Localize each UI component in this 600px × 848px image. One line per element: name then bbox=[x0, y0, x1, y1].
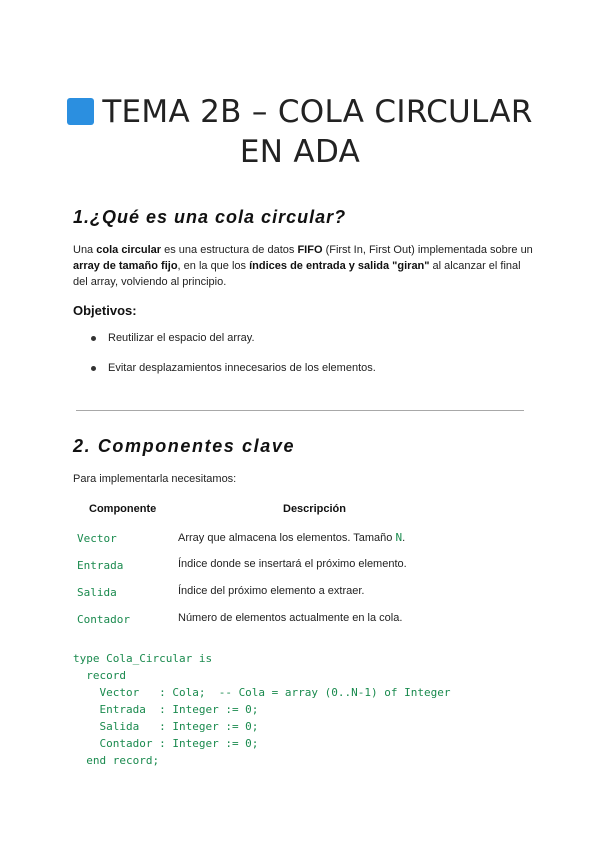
section-1-paragraph: Una cola circular es una estructura de datos FIFO (First In, First Out) implementada sobre un array de tamaño fijo, en la que los índices de entrada y salida "giran" al alcanzar el final del array, volviendo al principio. bbox=[73, 244, 533, 288]
table-row bbox=[73, 558, 473, 578]
objectives-list bbox=[89, 330, 376, 376]
code-line: Entrada : Integer := 0; bbox=[73, 703, 259, 716]
code-line: Vector : Cola; -- Cola = array (0..N-1) of Integer bbox=[73, 686, 451, 699]
code-line: type Cola_Circular is bbox=[73, 652, 213, 665]
code-line: end record; bbox=[73, 754, 160, 767]
ada-code-block bbox=[73, 650, 451, 769]
section-1-heading: 1.¿Qué es una cola circular? bbox=[73, 207, 347, 227]
component-description: Array que almacena los elementos. Tamaño N. bbox=[178, 531, 406, 544]
objective-item: Evitar desplazamientos innecesarios de los elementos. bbox=[89, 360, 376, 376]
table-row bbox=[73, 531, 473, 551]
blue-square-icon bbox=[67, 98, 94, 125]
table-header-component: Componente bbox=[89, 503, 157, 515]
objective-item: Reutilizar el espacio del array. bbox=[89, 330, 376, 346]
objectives-heading: Objetivos: bbox=[73, 303, 137, 318]
code-line: Salida : Integer := 0; bbox=[73, 720, 259, 733]
table-row bbox=[73, 585, 473, 605]
code-line: Contador : Integer := 0; bbox=[73, 737, 259, 750]
horizontal-divider bbox=[76, 410, 524, 411]
component-name: Vector bbox=[77, 532, 117, 545]
section-2-intro: Para implementarla necesitamos: bbox=[73, 473, 237, 485]
component-name: Salida bbox=[77, 586, 117, 599]
page-title-text: TEMA 2B – COLA CIRCULAR EN ADA bbox=[102, 94, 533, 170]
component-description: Índice del próximo elemento a extraer. bbox=[178, 585, 365, 597]
component-name: Contador bbox=[77, 613, 130, 626]
code-line: record bbox=[73, 669, 126, 682]
section-2-heading: 2. Componentes clave bbox=[73, 436, 296, 456]
component-name: Entrada bbox=[77, 559, 124, 572]
component-description: Número de elementos actualmente en la cola. bbox=[178, 612, 403, 624]
component-description: Índice donde se insertará el próximo elemento. bbox=[178, 558, 407, 570]
table-header-description: Descripción bbox=[283, 503, 346, 515]
table-row bbox=[73, 612, 473, 632]
page-title bbox=[60, 92, 540, 172]
